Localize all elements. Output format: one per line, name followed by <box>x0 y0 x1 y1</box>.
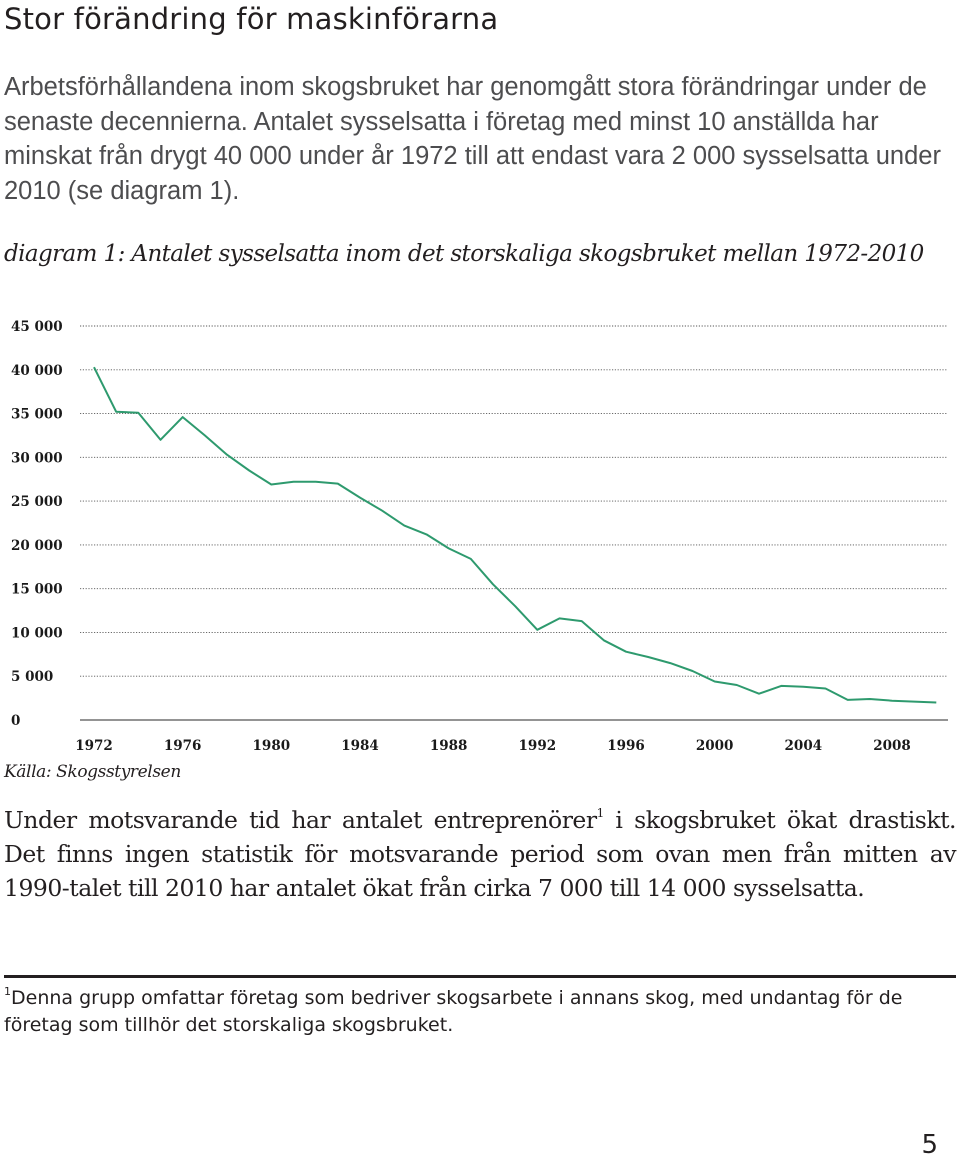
intro-paragraph: Arbetsförhållandena inom skogsbruket har genomgått stora förändringar under de senaste decennierna. Antalet sysselsatta i företag med minst 10 anställda har minskat från drygt 40 000 under år 1972 till att endast vara 2 000 sysselsatta under 2010 (se diagram 1). <box>4 73 941 205</box>
x-tick-label: 1988 <box>429 738 468 754</box>
x-axis-ticks <box>75 738 911 754</box>
chart-series <box>94 367 936 702</box>
x-tick-label: 2004 <box>784 738 823 754</box>
footnote <box>4 985 956 1039</box>
y-tick-label: 30 000 <box>11 450 63 467</box>
footnote-text: Denna grupp omfattar företag som bedriver skogsarbete i annans skog, med undantag för de företag som tillhör det storskaliga skogsbruket. <box>4 987 903 1036</box>
y-tick-label: 20 000 <box>11 537 63 554</box>
chart-source: Källa: Skogsstyrelsen <box>4 762 181 782</box>
chart-gridlines <box>80 326 948 720</box>
employment-line-chart <box>0 310 960 760</box>
y-axis-ticks <box>11 319 63 729</box>
page-heading: Stor förändring för maskinförarna <box>4 2 499 36</box>
y-tick-label: 10 000 <box>11 625 63 642</box>
y-tick-label: 5 000 <box>11 669 54 686</box>
series-line <box>94 367 936 702</box>
footnote-divider <box>4 975 956 978</box>
x-tick-label: 1980 <box>252 738 291 754</box>
y-tick-label: 0 <box>11 713 21 729</box>
x-tick-label: 1992 <box>518 738 557 754</box>
page-number: 5 <box>921 1130 938 1160</box>
x-tick-label: 2008 <box>873 738 911 754</box>
footnote-marker: 1 <box>4 985 11 998</box>
x-tick-label: 1984 <box>341 738 379 754</box>
body-text-1: Under motsvarande tid har antalet entreprenörer <box>4 806 597 834</box>
x-tick-label: 1976 <box>163 738 202 754</box>
x-tick-label: 1996 <box>607 738 645 754</box>
x-tick-label: 1972 <box>75 738 113 754</box>
y-tick-label: 35 000 <box>11 406 63 423</box>
body-paragraph <box>4 803 956 905</box>
footnote-reference: 1 <box>596 806 604 820</box>
y-tick-label: 25 000 <box>11 494 63 511</box>
y-tick-label: 40 000 <box>11 362 63 379</box>
chart-caption: diagram 1: Antalet sysselsatta inom det storskaliga skogsbruket mellan 1972-2010 <box>4 241 924 267</box>
x-tick-label: 2000 <box>695 738 734 754</box>
y-tick-label: 45 000 <box>11 319 63 335</box>
body-text-2: i skogsbruket ökat drastiskt. Det finns ingen statistik för motsvarande period som ovan men från mitten av 1990-talet till 2010 har antalet ökat från cirka 7 000 till 14 000 sysselsatta. <box>4 806 957 902</box>
y-tick-label: 15 000 <box>11 581 63 598</box>
